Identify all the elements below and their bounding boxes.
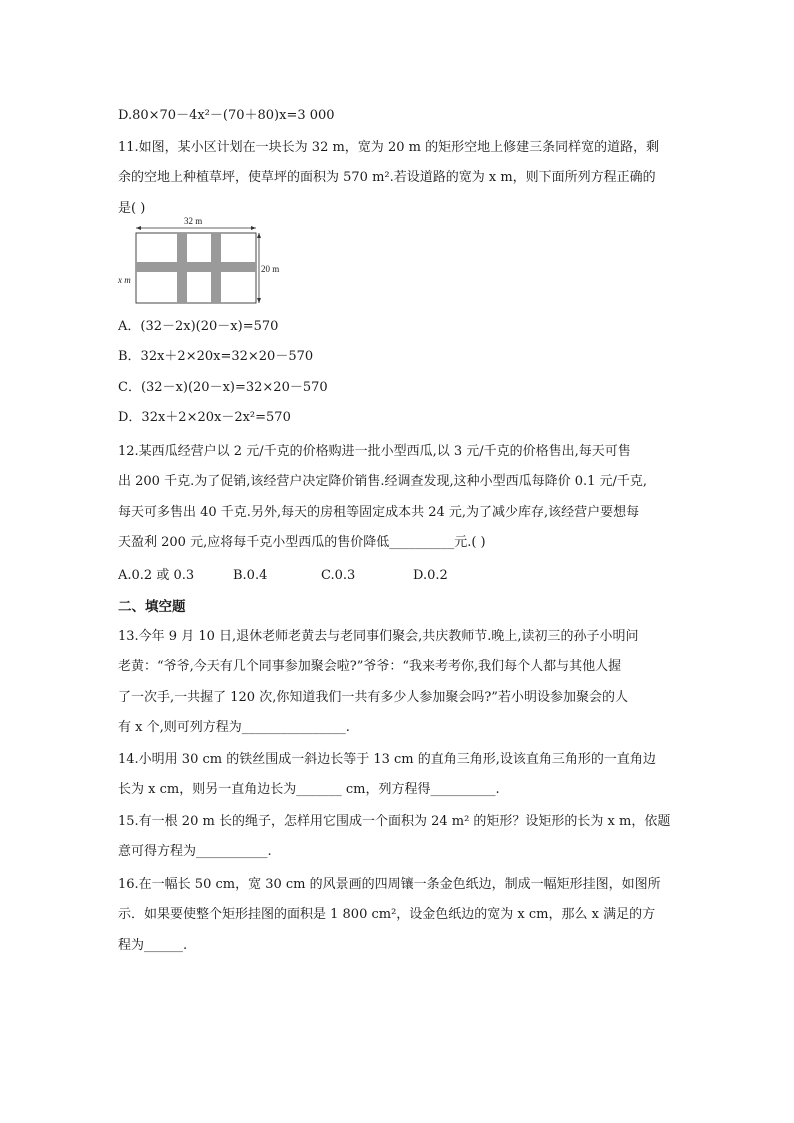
q12-stem-line-1: 12.某西瓜经营户以 2 元/千克的价格购进一批小型西瓜,以 3 元/千克的价格售出,每天可售 [118,444,631,459]
q10-option-d: D.80×70－4x²－(70＋80)x=3 000 [118,108,335,123]
figure-right-label: 20 m [261,264,280,274]
q13-stem-line-2: 老黄：“爷爷,今天有几个同事参加聚会啦?”爷爷：“我来考考你,我们每个人都与其他人握 [118,659,622,674]
q12-option-c: C.0.3 [321,568,356,583]
q16-stem-line-1: 16.在一幅长 50 cm，宽 30 cm 的风景画的四周镶一条金色纸边，制成一幅矩形挂图，如图所 [118,877,661,892]
q11-option-d: D．32x＋2×20x－2x²=570 [118,410,291,425]
q12-stem-line-2: 出 200 千克.为了促销,该经营户决定降价销售.经调查发现,这种小型西瓜每降价 0.1 元/千克, [118,474,648,489]
figure-arrowhead-left [136,226,141,230]
q12-options [118,564,448,583]
q16-stem-line-2: 示．如果要使整个矩形挂图的面积是 1 800 cm²，设金色纸边的宽为 x cm，那么 x 满足的方 [118,907,656,922]
q12-stem-line-4: 天盈利 200 元,应将每千克小型西瓜的售价降低__________元.( ) [118,535,486,550]
q13-stem-line-1: 13.今年 9 月 10 日,退休老师老黄去与老同事们聚会,共庆教师节.晚上,读初三的孙子小明问 [118,629,639,644]
q11-stem-line-3: 是( ) [118,201,146,216]
figure-left-label: x m [118,275,131,285]
q11-road-figure [116,214,294,306]
q11-option-b: B．32x＋2×20x=32×20－570 [118,349,314,364]
q12-option-d: D.0.2 [413,568,448,583]
q13-stem-line-4: 有 x 个,则可列方程为________________. [118,720,350,735]
q14-stem-line-2: 长为 x cm，则另一直角边长为_______ cm，列方程得__________. [118,782,500,797]
horizontal-road [136,262,256,272]
vertical-road-1 [177,233,187,303]
q11-option-c: C．(32－x)(20－x)=32×20－570 [118,380,328,395]
figure-arrowhead-bottom [257,298,261,303]
section-heading-fill-in: 二、填空题 [118,599,186,615]
q14-stem-line-1: 14.小明用 30 cm 的铁丝围成一斜边长等于 13 cm 的直角三角形,设该直角三角形的一直角边 [118,752,656,767]
q11-option-a: A．(32－2x)(20－x)=570 [118,319,279,334]
q12-option-b: B.0.4 [233,568,268,583]
q12-stem-line-3: 每天可多售出 40 千克.另外,每天的房租等固定成本共 24 元,为了减少库存,该经营户要想每 [118,505,640,520]
q11-stem-line-2: 余的空地上种植草坪，使草坪的面积为 570 m².若设道路的宽为 x m，则下面所列方程正确的 [118,170,656,185]
q11-stem-line-1: 11.如图，某小区计划在一块长为 32 m，宽为 20 m 的矩形空地上修建三条同样宽的道路，剩 [118,140,660,155]
q13-stem-line-3: 了一次手,一共握了 120 次,你知道我们一共有多少人参加聚会吗?”若小明设参加聚会的人 [118,690,628,705]
figure-arrowhead-right [251,226,256,230]
figure-top-label: 32 m [184,216,203,226]
q15-stem-line-1: 15.有一根 20 m 长的绳子，怎样用它围成一个面积为 24 m² 的矩形？设矩形的长为 x m，依题 [118,814,671,829]
vertical-road-2 [211,233,221,303]
q15-stem-line-2: 意可得方程为___________. [118,844,272,859]
q12-option-a: A.0.2 或 0.3 [118,568,195,583]
q16-stem-line-3: 程为______. [118,938,188,953]
figure-arrowhead-top [257,233,261,238]
